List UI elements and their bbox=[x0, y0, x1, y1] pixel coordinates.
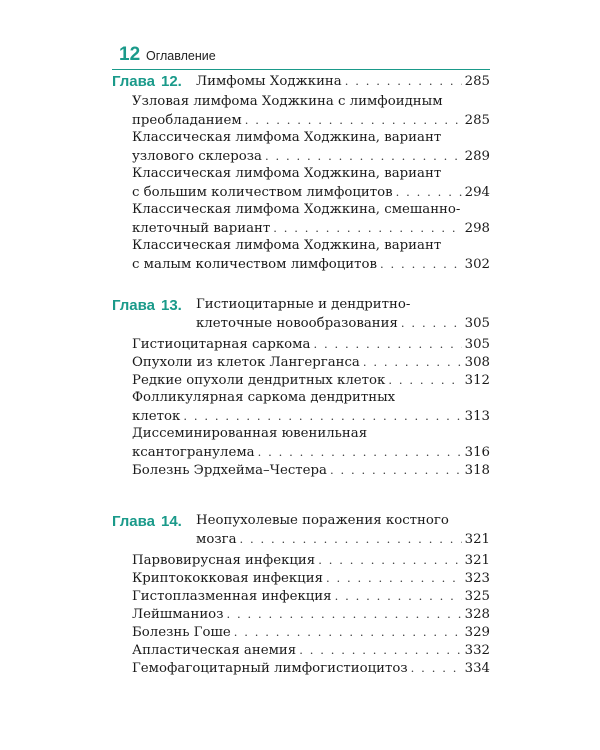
toc-entry[interactable] bbox=[132, 201, 490, 237]
chapter-heading[interactable] bbox=[112, 512, 490, 548]
leader-dots bbox=[330, 461, 462, 479]
leader-dots bbox=[265, 147, 462, 165]
toc-entry-text: Классическая лимфома Ходжкина, вариант bbox=[132, 130, 442, 145]
toc-entry-line bbox=[132, 335, 490, 353]
toc-entry-text: Гемофагоцитарный лимфогистиоцитоз bbox=[132, 661, 408, 676]
toc-entry-page: 289 bbox=[464, 149, 490, 164]
toc-entry-page: 305 bbox=[464, 337, 490, 352]
toc-entry-text: Апластическая анемия bbox=[132, 643, 297, 658]
toc-entry-text: с малым количеством лимфоцитов bbox=[132, 257, 378, 272]
toc-entry-line bbox=[132, 183, 490, 201]
entry-list bbox=[132, 335, 490, 479]
toc-entry-line bbox=[132, 129, 490, 147]
toc-entry-text: Диссеминированная ювенильная bbox=[132, 426, 368, 441]
toc-entry-line bbox=[132, 605, 490, 623]
leader-dots bbox=[299, 641, 461, 659]
leader-dots bbox=[226, 605, 461, 623]
leader-dots bbox=[380, 255, 462, 273]
toc-entry-page: 325 bbox=[464, 589, 490, 604]
chapter-title-text: клеточные новообразования bbox=[196, 316, 398, 331]
toc-entry-page: 298 bbox=[464, 221, 490, 236]
toc-entry-text: Лейшманиоз bbox=[132, 607, 224, 622]
toc-entry-text: Классическая лимфома Ходжкина, вариант bbox=[132, 166, 442, 181]
chapter-title-page: 285 bbox=[464, 74, 490, 89]
toc-entry-text: Редкие опухоли дендритных клеток bbox=[132, 373, 386, 388]
toc-entry[interactable] bbox=[132, 93, 490, 129]
chapter-title-text: Гистиоцитарные и дендритно- bbox=[196, 297, 411, 312]
running-head bbox=[119, 44, 499, 70]
toc-entry[interactable] bbox=[132, 461, 490, 479]
toc-entry-text: преобладанием bbox=[132, 113, 242, 128]
chapter-title-text: мозга bbox=[196, 532, 237, 547]
toc-entry[interactable] bbox=[132, 371, 490, 389]
toc-entry-line bbox=[132, 237, 490, 255]
chapter-title-line bbox=[196, 72, 490, 90]
chapter-word: Глава bbox=[112, 73, 155, 90]
toc-entry-page: 332 bbox=[464, 643, 490, 658]
chapter-14 bbox=[112, 512, 490, 677]
chapter-label bbox=[112, 513, 182, 530]
toc-entry-line bbox=[132, 93, 490, 111]
chapter-heading[interactable] bbox=[112, 296, 490, 332]
toc-entry-line bbox=[132, 623, 490, 641]
toc-entry-text: Классическая лимфома Ходжкина, смешанно- bbox=[132, 202, 461, 217]
toc-entry-line bbox=[132, 353, 490, 371]
toc-entry[interactable] bbox=[132, 569, 490, 587]
toc-entry-text: Парвовирусная инфекция bbox=[132, 553, 316, 568]
chapter-12 bbox=[112, 72, 490, 273]
leader-dots bbox=[240, 530, 462, 548]
entry-list bbox=[132, 93, 490, 273]
toc-entry-page: 285 bbox=[464, 113, 490, 128]
chapter-title bbox=[196, 72, 490, 90]
toc-entry-page: 302 bbox=[464, 257, 490, 272]
chapter-13 bbox=[112, 296, 490, 479]
chapter-title-line bbox=[196, 314, 490, 332]
toc-entry[interactable] bbox=[132, 129, 490, 165]
leader-dots bbox=[345, 72, 462, 90]
toc-entry-page: 334 bbox=[464, 661, 490, 676]
leader-dots bbox=[363, 353, 462, 371]
toc-entry-page: 318 bbox=[464, 463, 490, 478]
toc-entry-line bbox=[132, 389, 490, 407]
toc-entry-line bbox=[132, 111, 490, 129]
chapter-title-page: 321 bbox=[464, 532, 490, 547]
toc-entry-line bbox=[132, 551, 490, 569]
toc-entry-page: 323 bbox=[464, 571, 490, 586]
toc-entry-line bbox=[132, 219, 490, 237]
leader-dots bbox=[388, 371, 461, 389]
toc-entry-text: Криптококковая инфекция bbox=[132, 571, 323, 586]
chapter-title-page: 305 bbox=[464, 316, 490, 331]
leader-dots bbox=[335, 587, 462, 605]
toc-entry-page: 321 bbox=[464, 553, 490, 568]
toc-entry-page: 294 bbox=[464, 185, 490, 200]
leader-dots bbox=[234, 623, 462, 641]
toc-entry-line bbox=[132, 201, 490, 219]
toc-entry-page: 316 bbox=[464, 445, 490, 460]
toc-entry[interactable] bbox=[132, 641, 490, 659]
toc-entry[interactable] bbox=[132, 587, 490, 605]
toc-entry-line bbox=[132, 569, 490, 587]
toc-entry-page: 308 bbox=[464, 355, 490, 370]
leader-dots bbox=[396, 183, 462, 201]
toc-entry-line bbox=[132, 587, 490, 605]
leader-dots bbox=[313, 335, 461, 353]
toc-entry-line bbox=[132, 443, 490, 461]
toc-entry-text: Болезнь Гоше bbox=[132, 625, 231, 640]
leader-dots bbox=[326, 569, 462, 587]
toc-entry-line bbox=[132, 165, 490, 183]
toc-entry-text: Опухоли из клеток Лангерганса bbox=[132, 355, 360, 370]
toc-entry[interactable] bbox=[132, 353, 490, 371]
toc-entry-text: Классическая лимфома Ходжкина, вариант bbox=[132, 238, 442, 253]
toc-entry-line bbox=[132, 659, 490, 677]
chapter-label bbox=[112, 297, 182, 314]
toc-entry-page: 312 bbox=[464, 373, 490, 388]
toc-entry-text: Гистиоцитарная саркома bbox=[132, 337, 311, 352]
toc-entry[interactable] bbox=[132, 237, 490, 273]
chapter-label bbox=[112, 73, 182, 90]
toc-entry-line bbox=[132, 425, 490, 443]
leader-dots bbox=[411, 659, 462, 677]
toc-entry[interactable] bbox=[132, 623, 490, 641]
toc-entry-line bbox=[132, 461, 490, 479]
leader-dots bbox=[258, 443, 462, 461]
toc-entry[interactable] bbox=[132, 605, 490, 623]
chapter-word: Глава bbox=[112, 513, 155, 530]
toc-entry-page: 329 bbox=[464, 625, 490, 640]
leader-dots bbox=[183, 407, 461, 425]
toc-entry[interactable] bbox=[132, 551, 490, 569]
page-number: 12 bbox=[119, 44, 141, 65]
toc-entry-line bbox=[132, 407, 490, 425]
chapter-number: 14. bbox=[161, 513, 182, 530]
chapter-heading[interactable] bbox=[112, 72, 490, 90]
chapter-title bbox=[196, 296, 490, 332]
chapter-title-text: Лимфомы Ходжкина bbox=[196, 74, 342, 89]
chapter-number: 12. bbox=[161, 73, 182, 90]
chapter-title-line bbox=[196, 512, 490, 530]
toc-entry-page: 313 bbox=[464, 409, 490, 424]
toc-entry[interactable] bbox=[132, 659, 490, 677]
toc-entry-text: Узловая лимфома Ходжкина с лимфоидным bbox=[132, 94, 443, 109]
chapter-number: 13. bbox=[161, 297, 182, 314]
toc-entry-line bbox=[132, 255, 490, 273]
leader-dots bbox=[273, 219, 461, 237]
toc-entry-line bbox=[132, 371, 490, 389]
header-rule bbox=[112, 69, 490, 70]
leader-dots bbox=[318, 551, 461, 569]
toc-entry[interactable] bbox=[132, 165, 490, 201]
chapter-title-line bbox=[196, 530, 490, 548]
toc-entry-text: клеток bbox=[132, 409, 181, 424]
toc-entry-text: ксантогранулема bbox=[132, 445, 255, 460]
chapter-title-text: Неопухолевые поражения костного bbox=[196, 513, 449, 528]
toc-entry[interactable] bbox=[132, 425, 490, 461]
toc-entry-text: с большим количеством лимфоцитов bbox=[132, 185, 393, 200]
toc-entry-page: 328 bbox=[464, 607, 490, 622]
toc-entry[interactable] bbox=[132, 389, 490, 425]
toc-entry-text: Болезнь Эрдхейма–Честера bbox=[132, 463, 327, 478]
chapter-title-line bbox=[196, 296, 490, 314]
toc-entry-line bbox=[132, 641, 490, 659]
toc-entry-text: клеточный вариант bbox=[132, 221, 271, 236]
section-title: Оглавление bbox=[146, 49, 216, 63]
chapter-word: Глава bbox=[112, 297, 155, 314]
leader-dots bbox=[245, 111, 462, 129]
chapter-title bbox=[196, 512, 490, 548]
toc-entry-line bbox=[132, 147, 490, 165]
toc-entry-text: узлового склероза bbox=[132, 149, 262, 164]
leader-dots bbox=[401, 314, 462, 332]
entry-list bbox=[132, 551, 490, 677]
toc-entry[interactable] bbox=[132, 335, 490, 353]
toc-entry-text: Фолликулярная саркома дендритных bbox=[132, 390, 396, 405]
toc-entry-text: Гистоплазменная инфекция bbox=[132, 589, 332, 604]
